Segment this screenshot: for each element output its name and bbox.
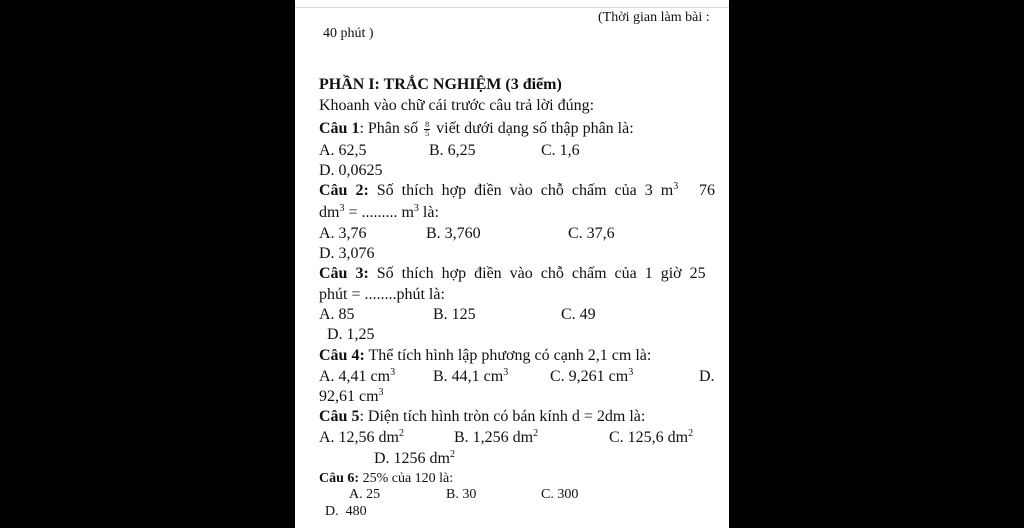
q6-option-c[interactable]: C. 300 [541, 487, 579, 502]
time-value: 40 phút ) [323, 26, 374, 41]
question-2-line-2 [319, 205, 439, 221]
blank-equation: = ......... m [348, 204, 414, 221]
question-3-line-1 [319, 266, 715, 282]
q5-option-a-text: A. 12,56 dm [319, 429, 399, 446]
question-6 [319, 472, 453, 486]
question-5-label: Câu 5 [319, 408, 360, 425]
question-6-text: 25% của 120 là: [362, 471, 454, 486]
q4-option-c[interactable] [550, 369, 633, 385]
question-3-text: Số thích hợp điền vào chỗ chấm của 1 giờ 25 [376, 265, 706, 282]
q4-option-d-letter[interactable]: D. [699, 368, 715, 385]
question-3-line-2: phút = ........phút là: [319, 286, 445, 303]
q6-option-a[interactable]: A. 25 [349, 487, 381, 502]
cubic-sup: 3 [378, 387, 384, 398]
q3-option-d[interactable]: D. 1,25 [327, 326, 375, 343]
cubic-sup: 3 [628, 367, 634, 378]
time-label: (Thời gian làm bài : [598, 10, 710, 25]
q3-option-b[interactable]: B. 125 [433, 306, 476, 323]
cubic-sup: 3 [413, 203, 419, 214]
q2-option-d[interactable]: D. 3,076 [319, 245, 375, 262]
q1-option-d[interactable]: D. 0,0625 [319, 162, 383, 179]
q2-option-b[interactable]: B. 3,760 [426, 225, 481, 242]
q6-option-b[interactable]: B. 30 [446, 487, 477, 502]
question-2-line-1 [319, 183, 715, 199]
question-3-label: Câu 3: [319, 265, 369, 282]
question-2-tail: là: [422, 204, 439, 221]
q4-option-a-text: A. 4,41 cm [319, 368, 391, 385]
section-instruction: Khoanh vào chữ cái trước câu trả lời đúng: [319, 97, 595, 114]
cubic-sup: 3 [673, 181, 679, 192]
question-5-text: : Diện tích hình tròn có bán kính d = 2dm là: [359, 408, 646, 425]
q1-option-b[interactable]: B. 6,25 [429, 142, 476, 159]
question-1-text-after: viết dưới dạng số thập phân là: [436, 120, 634, 138]
q4-option-a[interactable] [319, 369, 395, 385]
question-5 [319, 409, 645, 425]
q4-option-c-text: C. 9,261 cm [550, 368, 629, 385]
square-sup: 2 [533, 428, 539, 439]
q5-option-c-text: C. 125,6 dm [609, 429, 689, 446]
fraction-denominator: 5 [425, 129, 430, 138]
q5-option-a[interactable] [319, 430, 404, 446]
document-page [295, 0, 729, 528]
question-1-fraction [424, 121, 430, 138]
q3-option-a[interactable]: A. 85 [319, 306, 355, 323]
page-top-border [295, 7, 729, 8]
q5-option-b[interactable] [454, 430, 538, 446]
question-1 [319, 121, 634, 138]
question-2-text: Số thích hợp điền vào chỗ chấm của 3 m [376, 182, 674, 199]
q1-option-c[interactable]: C. 1,6 [541, 142, 580, 159]
q4-option-b[interactable] [433, 369, 508, 385]
fraction-numerator: 8 [425, 120, 430, 129]
cubic-sup: 3 [503, 367, 509, 378]
q4-option-d-text: 92,61 cm [319, 388, 379, 405]
square-sup: 2 [399, 428, 404, 439]
question-1-label: Câu 1 [319, 120, 360, 138]
question-4-label: Câu 4: [319, 347, 365, 364]
q5-option-d-text: D. 1256 dm [374, 450, 450, 467]
q4-option-d-value[interactable] [319, 389, 384, 405]
square-sup: 2 [450, 449, 455, 460]
question-2-label: Câu 2: [319, 182, 369, 199]
q5-option-c[interactable] [609, 430, 693, 446]
cubic-sup: 3 [339, 203, 345, 214]
question-4-text: Thể tích hình lập phương có cạnh 2,1 cm là: [368, 347, 652, 364]
q3-option-c[interactable]: C. 49 [561, 306, 596, 323]
question-1-text-before: : Phân số [359, 120, 419, 138]
q1-option-a[interactable]: A. 62,5 [319, 142, 367, 159]
unit-dm: dm [319, 204, 340, 221]
square-sup: 2 [688, 428, 694, 439]
question-2-line-end: 76 [699, 182, 715, 199]
q2-option-a[interactable]: A. 3,76 [319, 225, 367, 242]
section-title: PHẦN I: TRẮC NGHIỆM (3 điểm) [319, 76, 562, 93]
q5-option-d[interactable] [374, 451, 455, 467]
question-6-label: Câu 6: [319, 471, 360, 486]
question-4 [319, 348, 651, 364]
cubic-sup: 3 [390, 367, 396, 378]
q5-option-b-text: B. 1,256 dm [454, 429, 534, 446]
q4-option-b-text: B. 44,1 cm [433, 368, 504, 385]
q2-option-c[interactable]: C. 37,6 [568, 225, 615, 242]
q6-option-d[interactable]: D. 480 [325, 504, 367, 519]
